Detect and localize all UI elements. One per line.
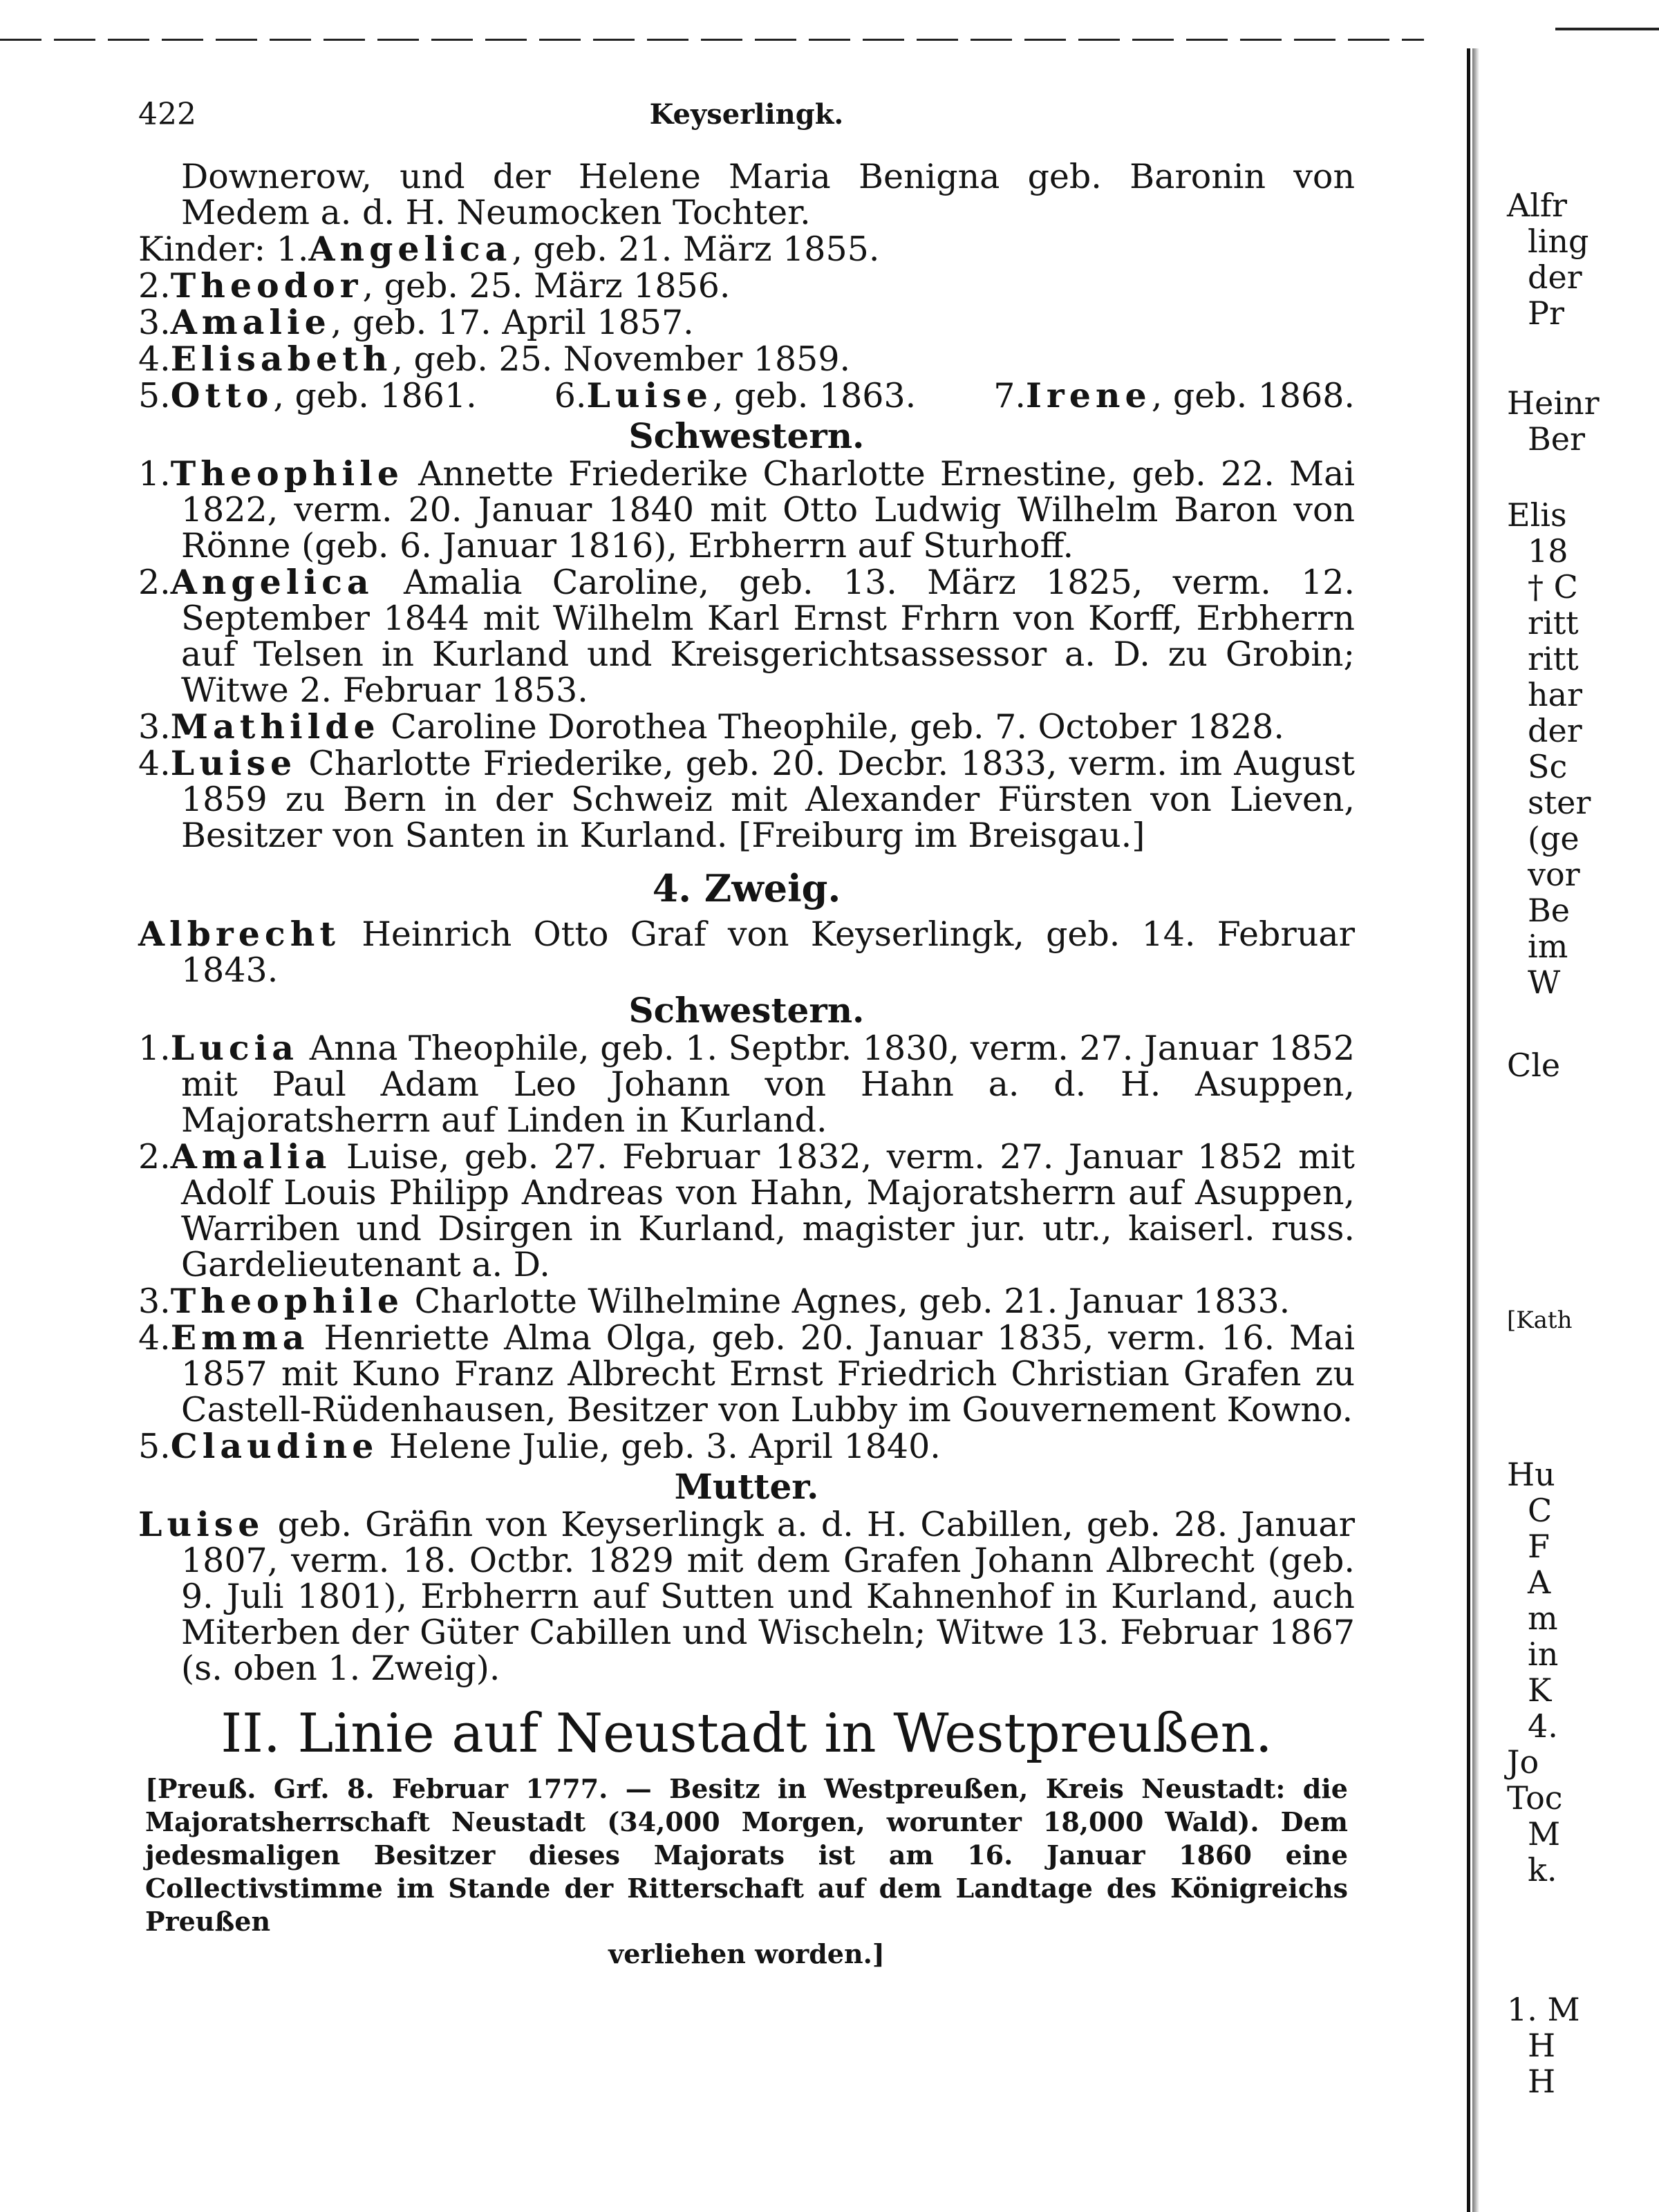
zweig-head-entry: [138, 916, 1355, 988]
entry-text: geb. Gräfin von Keyserlingk a. d. H. Cabillen, geb. 28. Januar 1807, verm. 18. Octbr. 1829 mit dem Grafen Johann Albrecht (geb. 9. Juli 1801), Erbherrn auf Sutten und Kahnenhof in Kurland, auch Miterben der Güter Cabillen und Wischeln; Witwe 13. Februar 1867 (s. oben 1. Zweig).: [181, 1505, 1355, 1688]
kinder-num: 7.: [993, 376, 1026, 415]
schwester-entry: [138, 564, 1355, 709]
kinder-label: Kinder:: [138, 229, 266, 269]
right-fragment: im: [1528, 928, 1568, 965]
right-fragment: k.: [1528, 1851, 1557, 1888]
right-fragment: Be: [1528, 892, 1571, 929]
right-fragment: Alfr: [1507, 187, 1567, 224]
kinder-entry: [138, 341, 1355, 377]
entry-text: Helene Julie, geb. 3. April 1840.: [389, 1427, 941, 1466]
kinder-name: Elisabeth: [170, 339, 393, 379]
entry-num: 1.: [138, 1029, 171, 1068]
entry-num: 4.: [138, 744, 171, 783]
right-fragment: (ge: [1528, 820, 1580, 857]
right-fragment: M: [1528, 1815, 1561, 1853]
right-fragment: vor: [1528, 856, 1580, 893]
right-fragment: H: [1528, 2063, 1556, 2100]
entry-name: Luise: [138, 1504, 265, 1544]
right-fragment: Toc: [1507, 1779, 1563, 1817]
entry-name: Claudine: [170, 1426, 379, 1466]
page-header: [138, 97, 1355, 159]
right-fragment: H: [1528, 2027, 1556, 2064]
kinder-text: , geb. 17. April 1857.: [330, 303, 694, 342]
kinder-list: [138, 231, 1355, 414]
kinder-text: , geb. 1868.: [1151, 376, 1355, 415]
right-page-fragments: [1500, 0, 1659, 2212]
right-fragment: Elis: [1507, 496, 1567, 534]
kinder-num: 4.: [138, 339, 171, 379]
entry-num: 2.: [138, 1137, 171, 1177]
entry-text: Caroline Dorothea Theophile, geb. 7. October 1828.: [391, 707, 1284, 747]
page-number: 422: [138, 97, 196, 132]
entry-text: Charlotte Wilhelmine Agnes, geb. 21. Januar 1833.: [414, 1282, 1291, 1321]
schwester-entry: [138, 453, 1355, 565]
right-fragment: K: [1528, 1671, 1552, 1709]
right-fragment: ster: [1528, 784, 1591, 821]
kinder-entry: [138, 265, 1355, 306]
kinder-name: Luise: [586, 375, 713, 415]
entry-num: 1.: [138, 454, 171, 494]
entry-text: Henriette Alma Olga, geb. 20. Januar 1835, verm. 16. Mai 1857 mit Kuno Franz Albrecht Ernst Friedrich Christian Grafen zu Castell-Rüdenhausen, Besitzer von Lubby im Gouvernement Kowno.: [181, 1318, 1356, 1430]
entry-text: Annette Friederike Charlotte Ernestine, geb. 22. Mai 1822, verm. 20. Januar 1840 mit Otto Ludwig Wilhelm Baron von Rönne (geb. 6. Januar 1816), Erbherrn auf Sturhoff.: [181, 454, 1355, 565]
kinder-text: , geb. 21. März 1855.: [512, 229, 880, 269]
right-fragment: [Kath: [1507, 1306, 1573, 1334]
entry-num: 3.: [138, 1282, 171, 1321]
right-fragment: Heinr: [1507, 384, 1600, 422]
entry-name: Luise: [170, 743, 297, 783]
entry-num: 5.: [138, 1427, 171, 1466]
right-fragment: ling: [1528, 223, 1589, 260]
kinder-num: 3.: [138, 303, 171, 342]
right-fragment: Cle: [1507, 1047, 1561, 1084]
kinder-name: Angelica: [308, 229, 512, 269]
kinder-name: Amalie: [170, 302, 331, 342]
entry-text: Luise, geb. 27. Februar 1832, verm. 27. Januar 1852 mit Adolf Louis Philipp Andreas von Hahn, Majoratsherrn auf Asuppen, Warriben und Dsirgen in Kurland, magister jur. utr., kaiserl. russ. Gardelieutenant a. D.: [181, 1137, 1355, 1284]
entry-name: Angelica: [170, 562, 374, 602]
gutter-shadow: [1472, 48, 1479, 2212]
kinder-num: 1.: [276, 229, 309, 269]
right-fragment: 18: [1528, 532, 1568, 570]
right-fragment: m: [1528, 1600, 1558, 1637]
entry-name: Theophile: [170, 1281, 404, 1321]
right-fragment: W: [1528, 964, 1561, 1001]
right-fragment: ritt: [1528, 640, 1579, 677]
kinder-text: , geb. 1863.: [712, 376, 917, 415]
top-rule: [0, 39, 1424, 41]
right-fragment: Sc: [1528, 748, 1568, 785]
schwestern-heading-2: Schwestern.: [628, 990, 865, 1031]
entry-text: Heinrich Otto Graf von Keyserlingk, geb. 14. Februar 1843.: [181, 915, 1356, 990]
left-page: [138, 97, 1355, 1969]
entry-num: 3.: [138, 707, 171, 747]
linie-heading: II. Linie auf Neustadt in Westpreußen.: [221, 1703, 1273, 1765]
right-fragment: Ber: [1528, 420, 1586, 458]
kinder-text: , geb. 25. November 1859.: [392, 339, 851, 379]
entry-text: Charlotte Friederike, geb. 20. Decbr. 1833, verm. im August 1859 zu Bern in der Schweiz mit Alexander Fürsten von Lieven, Besitzer von Santen in Kurland. [Freiburg im Breisgau.]: [181, 744, 1355, 855]
entry-text: Anna Theophile, geb. 1. Septbr. 1830, verm. 27. Januar 1852 mit Paul Adam Leo Johann von Hahn a. d. H. Asuppen, Majoratsherrn auf Linden in Kurland.: [181, 1029, 1355, 1140]
schwester-entry: [138, 1138, 1355, 1283]
kinder-entry-5: [138, 377, 477, 414]
kinder-name: Irene: [1025, 375, 1152, 415]
right-fragment: ritt: [1528, 604, 1579, 641]
right-fragment: Hu: [1507, 1456, 1555, 1493]
entry-name: Lucia: [170, 1028, 299, 1068]
right-fragment: 4.: [1528, 1707, 1558, 1745]
linie-note-end: verliehen worden.]: [608, 1938, 885, 1969]
kinder-name: Otto: [170, 375, 274, 415]
entry-name: Albrecht: [138, 914, 340, 954]
kinder-num: 2.: [138, 266, 171, 306]
entry-name: Mathilde: [170, 706, 380, 747]
right-fragment: Jo: [1507, 1743, 1539, 1781]
entry-text: Amalia Caroline, geb. 13. März 1825, verm. 12. September 1844 mit Wilhelm Karl Ernst Frhrn von Korff, Erbherrn auf Telsen in Kurland und Kreisgerichtsassessor a. D. zu Grobin; Witwe 2. Februar 1853.: [181, 563, 1356, 710]
schwester-entry: [138, 1428, 1355, 1465]
schwestern-heading-1: Schwestern.: [628, 415, 865, 456]
right-fragment: der: [1528, 712, 1582, 749]
right-fragment: har: [1528, 676, 1583, 713]
entry-name: Emma: [170, 1318, 310, 1358]
entry-name: Amalia: [170, 1136, 332, 1177]
kinder-entry: [138, 304, 1355, 341]
entry-num: 2.: [138, 563, 171, 602]
right-fragment: F: [1528, 1528, 1550, 1565]
schwestern-list-1: [138, 453, 1356, 855]
kinder-entry: [138, 231, 1355, 268]
kinder-num: 5.: [138, 376, 171, 415]
schwester-entry: [138, 1283, 1355, 1320]
schwester-entry: [138, 745, 1355, 854]
kinder-name: Theodor: [170, 265, 363, 306]
zweig-heading: 4. Zweig.: [652, 866, 841, 910]
kinder-text: , geb. 25. März 1856.: [362, 266, 731, 306]
kinder-num: 6.: [554, 376, 587, 415]
linie-note: [Preuß. Grf. 8. Februar 1777. — Besitz in Westpreußen, Kreis Neustadt: die Majoratsherrschaft Neustadt (34,000 Morgen, worunter 18,000 Wald). Dem jedesmaligen Besitzer dieses Majorats ist am 16. Januar 1860 eine Collectivstimme im Stande der Ritterschaft auf dem Landtage des Königreichs Preußen: [145, 1773, 1348, 1937]
gutter-line: [1467, 48, 1470, 2212]
schwester-entry: [138, 1030, 1355, 1138]
kinder-text: , geb. 1861.: [273, 376, 477, 415]
mutter-heading: Mutter.: [674, 1466, 819, 1507]
right-fragment: in: [1528, 1635, 1559, 1673]
schwestern-list-2: [138, 1030, 1355, 1465]
entry-name: Theophile: [170, 453, 404, 494]
right-fragment: C: [1528, 1492, 1553, 1529]
continuation-paragraph: Downerow, und der Helene Maria Benigna geb. Baronin von Medem a. d. H. Neumocken Tochter.: [181, 157, 1355, 232]
mutter-entry: [138, 1506, 1355, 1687]
right-fragment: 1. M: [1507, 1991, 1580, 2028]
right-fragment: † C: [1528, 568, 1578, 606]
right-fragment: A: [1528, 1564, 1551, 1601]
right-fragment: der: [1528, 259, 1582, 296]
running-title: Keyserlingk.: [649, 98, 844, 131]
schwester-entry: [138, 706, 1355, 747]
kinder-entry-7: [993, 377, 1355, 414]
right-fragment: Pr: [1528, 294, 1564, 332]
kinder-entry-6: [554, 377, 917, 414]
schwester-entry: [138, 1320, 1355, 1428]
entry-num: 4.: [138, 1318, 171, 1358]
kinder-last-line: [138, 377, 1355, 414]
